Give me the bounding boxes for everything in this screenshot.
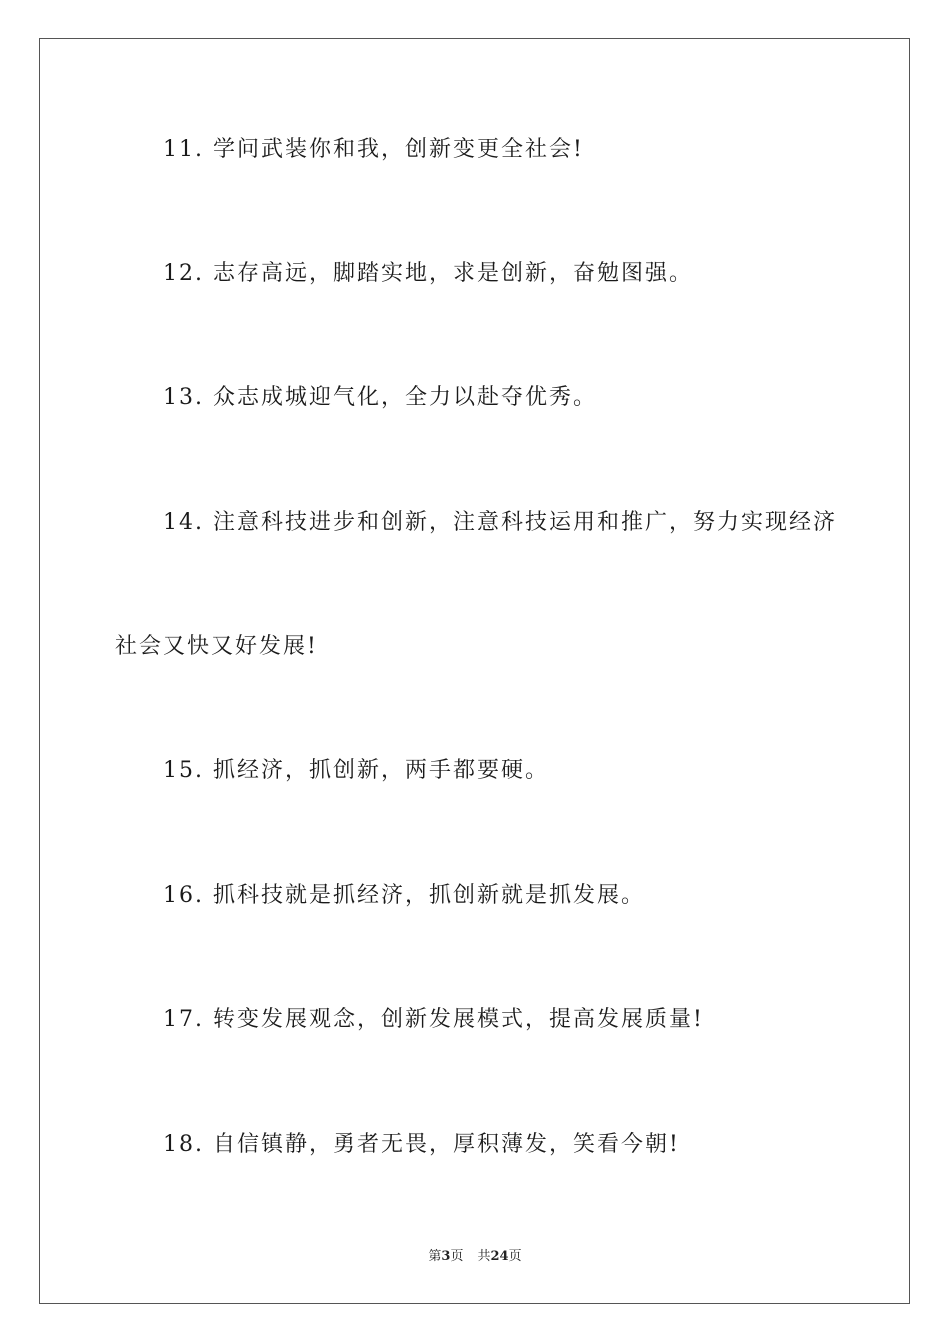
paragraph-11: 11. 学问武装你和我，创新变更全社会! bbox=[163, 137, 584, 162]
paragraph-16: 16. 抓科技就是抓经济，抓创新就是抓发展。 bbox=[163, 883, 645, 908]
paragraph-12: 12. 志存高远，脚踏实地，求是创新，奋勉图强。 bbox=[163, 261, 693, 286]
footer-page-number: 3 bbox=[441, 1249, 451, 1264]
footer-page-suffix: 页 bbox=[450, 1249, 464, 1264]
paragraph-17: 17. 转变发展观念，创新发展模式，提高发展质量! bbox=[163, 1007, 704, 1032]
paragraph-15: 15. 抓经济，抓创新，两手都要硬。 bbox=[163, 758, 549, 783]
page-footer bbox=[0, 1248, 950, 1266]
footer-total-suffix: 页 bbox=[508, 1249, 522, 1264]
footer-total-prefix: 共 bbox=[477, 1249, 491, 1264]
paragraph-14: 14. 注意科技进步和创新，注意科技运用和推广，努力实现经济 bbox=[163, 510, 837, 535]
page-border bbox=[39, 38, 910, 1304]
paragraph-18: 18. 自信镇静，勇者无畏，厚积薄发，笑看今朝! bbox=[163, 1132, 680, 1157]
paragraph-14-continued: 社会又快又好发展! bbox=[115, 634, 318, 659]
footer-total-pages: 24 bbox=[490, 1249, 509, 1264]
footer-page-prefix: 第 bbox=[428, 1249, 442, 1264]
paragraph-13: 13. 众志成城迎气化，全力以赴夺优秀。 bbox=[163, 385, 597, 410]
